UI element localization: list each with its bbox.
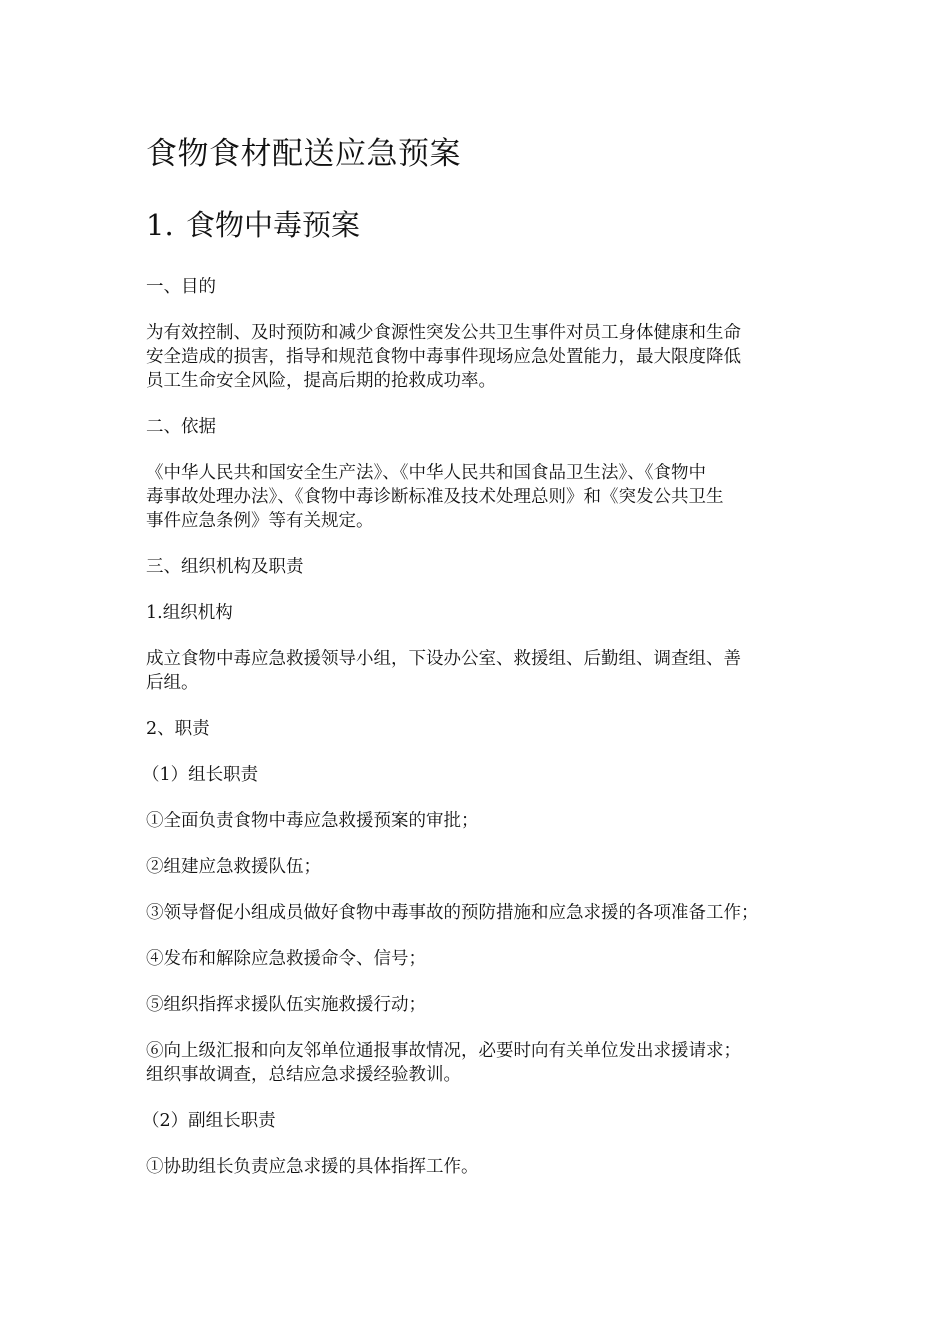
heading-purpose: 一、目的 [146,277,216,297]
list-item: ⑤组织指挥求援队伍实施救援行动； [146,995,426,1015]
heading-basis: 二、依据 [146,417,216,437]
paragraph-line: 毒事故处理办法》、《食物中毒诊断标准及技术处理总则》和《突发公共卫生 [146,487,724,507]
paragraph-line: 安全造成的损害，指导和规范食物中毒事件现场应急处置能力，最大限度降低 [146,347,741,367]
paragraph-basis [146,461,811,533]
subheading-duties: 2、职责 [146,719,210,739]
paragraph-line: 员工生命安全风险，提高后期的抢救成功率。 [146,371,496,391]
list-item: ①协助组长负责应急求援的具体指挥工作。 [146,1157,479,1177]
list-item [146,1039,811,1087]
subheading-deputy-duties: （2）副组长职责 [142,1111,276,1131]
section-heading [146,206,811,244]
paragraph-structure [146,647,811,695]
list-item: ③领导督促小组成员做好食物中毒事故的预防措施和应急求援的各项准备工作； [146,903,759,923]
paragraph-line: 《中华人民共和国安全生产法》、《中华人民共和国食品卫生法》、《食物中 [146,463,706,483]
heading-organization: 三、组织机构及职责 [146,557,304,577]
paragraph-line: 后组。 [146,673,199,693]
subheading-leader-duties: （1）组长职责 [142,765,259,785]
paragraph-purpose [146,321,811,393]
subheading-structure: 1.组织机构 [146,603,233,623]
document-title: 食物食材配送应急预案 [146,136,461,172]
list-item: ④发布和解除应急救援命令、信号； [146,949,426,969]
section-heading-text: 食物中毒预案 [186,208,361,242]
paragraph-line: 组织事故调查，总结应急求援经验教训。 [146,1065,461,1085]
list-item: ②组建应急救援队伍； [146,857,321,877]
section-number: 1. [146,208,174,242]
paragraph-line: 成立食物中毒应急救援领导小组，下设办公室、救援组、后勤组、调查组、善 [146,649,741,669]
paragraph-line: 为有效控制、及时预防和减少食源性突发公共卫生事件对员工身体健康和生命 [146,323,741,343]
list-item: ①全面负责食物中毒应急救援预案的审批； [146,811,479,831]
paragraph-line: 事件应急条例》等有关规定。 [146,511,374,531]
document-body [142,134,811,1201]
paragraph-line: ⑥向上级汇报和向友邻单位通报事故情况，必要时向有关单位发出求援请求； [146,1041,741,1061]
